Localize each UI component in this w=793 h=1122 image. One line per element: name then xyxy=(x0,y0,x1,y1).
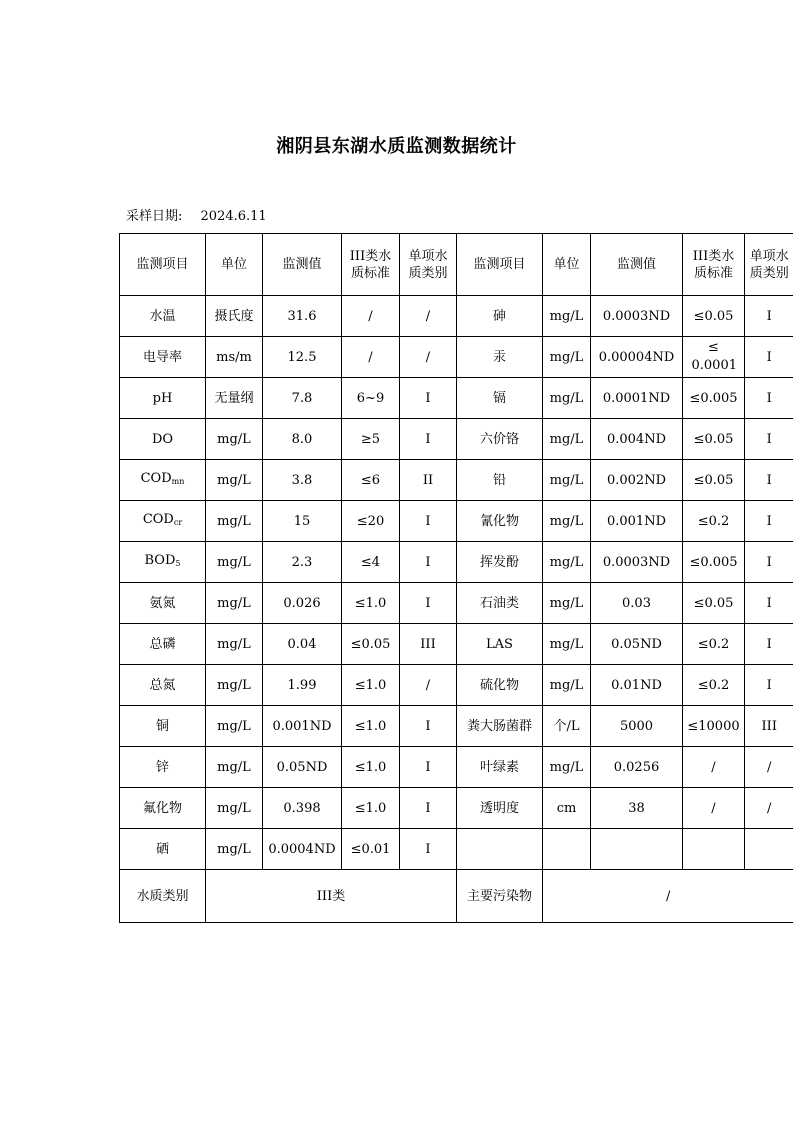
left-unit-cell: mg/L xyxy=(206,583,263,624)
left-value-cell: 0.001ND xyxy=(263,706,342,747)
header-cell: 监测项目 xyxy=(120,234,206,296)
sampling-date-line xyxy=(126,205,267,224)
sampling-date-value: 2024.6.11 xyxy=(200,209,267,224)
right-unit-cell: mg/L xyxy=(543,337,591,378)
right-unit-cell: cm xyxy=(543,788,591,829)
pollutant-label-cell: 主要污染物 xyxy=(457,870,543,923)
right-standard-cell: ≤0.05 xyxy=(683,419,745,460)
right-item-cell: 六价铬 xyxy=(457,419,543,460)
left-grade-cell: I xyxy=(400,788,457,829)
table-row xyxy=(120,788,793,829)
right-item-cell: 氰化物 xyxy=(457,501,543,542)
left-grade-cell: I xyxy=(400,583,457,624)
right-standard-cell: / xyxy=(683,788,745,829)
right-item-cell: 硫化物 xyxy=(457,665,543,706)
right-standard-cell: ≤0.2 xyxy=(683,665,745,706)
left-unit-cell: 无量纲 xyxy=(206,378,263,419)
table-header-row xyxy=(120,234,793,296)
right-standard-cell: ≤0.05 xyxy=(683,583,745,624)
left-grade-cell: I xyxy=(400,747,457,788)
right-item-cell: 挥发酚 xyxy=(457,542,543,583)
right-item-cell: LAS xyxy=(457,624,543,665)
right-unit-cell: mg/L xyxy=(543,501,591,542)
right-value-cell: 0.001ND xyxy=(591,501,683,542)
right-unit-cell: mg/L xyxy=(543,747,591,788)
right-value-cell: 38 xyxy=(591,788,683,829)
left-item-name: BOD xyxy=(144,553,176,568)
left-standard-cell: ≤1.0 xyxy=(342,706,400,747)
left-item-name: COD xyxy=(142,512,174,527)
left-unit-cell: mg/L xyxy=(206,624,263,665)
left-standard-cell: ≤1.0 xyxy=(342,583,400,624)
header-cell-text: III类水质标准 xyxy=(349,248,392,281)
left-item-cell: 电导率 xyxy=(120,337,206,378)
header-cell-text: 单项水质类别 xyxy=(749,248,789,281)
left-value-cell: 0.04 xyxy=(263,624,342,665)
left-unit-cell: mg/L xyxy=(206,501,263,542)
table-row xyxy=(120,337,793,378)
right-grade-cell: I xyxy=(745,665,793,706)
header-cell xyxy=(745,234,793,296)
right-value-cell: 0.05ND xyxy=(591,624,683,665)
table-row xyxy=(120,419,793,460)
left-value-cell: 0.0004ND xyxy=(263,829,342,870)
right-unit-cell: mg/L xyxy=(543,665,591,706)
left-grade-cell: I xyxy=(400,419,457,460)
right-item-cell: 汞 xyxy=(457,337,543,378)
left-item-cell xyxy=(120,542,206,583)
right-value-cell: 0.0256 xyxy=(591,747,683,788)
right-item-cell xyxy=(457,829,543,870)
right-unit-cell: mg/L xyxy=(543,378,591,419)
left-item-cell: 氨氮 xyxy=(120,583,206,624)
table-row xyxy=(120,501,793,542)
header-cell: 单位 xyxy=(543,234,591,296)
right-standard-cell: ≤0.005 xyxy=(683,378,745,419)
header-cell: 监测值 xyxy=(263,234,342,296)
page-title: 湘阴县东湖水质监测数据统计 xyxy=(276,136,517,157)
header-cell: 监测项目 xyxy=(457,234,543,296)
right-item-cell: 叶绿素 xyxy=(457,747,543,788)
table-row xyxy=(120,378,793,419)
left-standard-cell: / xyxy=(342,337,400,378)
right-value-cell: 5000 xyxy=(591,706,683,747)
left-item-subscript: cr xyxy=(173,518,183,527)
table-row xyxy=(120,460,793,501)
right-unit-cell: 个/L xyxy=(543,706,591,747)
right-unit-cell: mg/L xyxy=(543,624,591,665)
right-standard-text: ≤ 0.0001 xyxy=(691,340,737,373)
left-standard-cell: ≤1.0 xyxy=(342,788,400,829)
right-item-cell: 砷 xyxy=(457,296,543,337)
header-cell xyxy=(400,234,457,296)
header-cell-text: III类水质标准 xyxy=(692,248,735,281)
left-unit-cell: 摄氏度 xyxy=(206,296,263,337)
header-cell: 单位 xyxy=(206,234,263,296)
right-grade-cell: I xyxy=(745,460,793,501)
left-unit-cell: mg/L xyxy=(206,747,263,788)
left-item-cell: 锌 xyxy=(120,747,206,788)
left-grade-cell: / xyxy=(400,665,457,706)
left-value-cell: 15 xyxy=(263,501,342,542)
table-row xyxy=(120,665,793,706)
right-unit-cell: mg/L xyxy=(543,583,591,624)
left-grade-cell: / xyxy=(400,296,457,337)
right-value-cell: 0.0003ND xyxy=(591,296,683,337)
right-grade-cell: I xyxy=(745,501,793,542)
right-grade-cell: I xyxy=(745,296,793,337)
right-value-cell: 0.002ND xyxy=(591,460,683,501)
left-value-cell: 0.398 xyxy=(263,788,342,829)
right-standard-cell: ≤0.2 xyxy=(683,501,745,542)
left-item-cell xyxy=(120,460,206,501)
right-standard-cell xyxy=(683,829,745,870)
left-grade-cell: II xyxy=(400,460,457,501)
right-unit-cell: mg/L xyxy=(543,542,591,583)
left-item-cell: 总氮 xyxy=(120,665,206,706)
left-standard-cell: ≤4 xyxy=(342,542,400,583)
left-value-cell: 12.5 xyxy=(263,337,342,378)
quality-label-cell: 水质类别 xyxy=(120,870,206,923)
right-unit-cell: mg/L xyxy=(543,419,591,460)
left-standard-cell: ≤1.0 xyxy=(342,665,400,706)
header-cell-text: 单项水质类别 xyxy=(408,248,448,281)
left-standard-cell: ≤0.05 xyxy=(342,624,400,665)
right-value-cell: 0.0001ND xyxy=(591,378,683,419)
left-item-subscript: 5 xyxy=(175,559,181,568)
right-unit-cell: mg/L xyxy=(543,296,591,337)
left-value-cell: 0.026 xyxy=(263,583,342,624)
table-row xyxy=(120,829,793,870)
right-standard-cell: ≤0.05 xyxy=(683,296,745,337)
right-standard-cell: / xyxy=(683,747,745,788)
sampling-date-label: 采样日期: xyxy=(126,209,183,224)
left-item-cell xyxy=(120,501,206,542)
right-item-cell: 透明度 xyxy=(457,788,543,829)
table-row xyxy=(120,583,793,624)
right-unit-cell xyxy=(543,829,591,870)
right-grade-cell: I xyxy=(745,378,793,419)
quality-value-cell: III类 xyxy=(206,870,457,923)
right-standard-cell: ≤10000 xyxy=(683,706,745,747)
left-item-cell: 水温 xyxy=(120,296,206,337)
left-grade-cell: I xyxy=(400,706,457,747)
table-row xyxy=(120,747,793,788)
left-grade-cell: I xyxy=(400,829,457,870)
left-item-cell: 铜 xyxy=(120,706,206,747)
left-standard-cell: ≤6 xyxy=(342,460,400,501)
left-value-cell: 2.3 xyxy=(263,542,342,583)
right-grade-cell: I xyxy=(745,583,793,624)
right-grade-cell: I xyxy=(745,624,793,665)
left-unit-cell: ms/m xyxy=(206,337,263,378)
left-value-cell: 3.8 xyxy=(263,460,342,501)
right-grade-cell: / xyxy=(745,747,793,788)
header-cell: 监测值 xyxy=(591,234,683,296)
table-row xyxy=(120,624,793,665)
right-value-cell: 0.01ND xyxy=(591,665,683,706)
left-item-cell: 总磷 xyxy=(120,624,206,665)
left-unit-cell: mg/L xyxy=(206,542,263,583)
right-grade-cell: I xyxy=(745,542,793,583)
left-item-cell: DO xyxy=(120,419,206,460)
left-unit-cell: mg/L xyxy=(206,706,263,747)
right-grade-cell: I xyxy=(745,337,793,378)
left-item-cell: pH xyxy=(120,378,206,419)
left-value-cell: 7.8 xyxy=(263,378,342,419)
pollutant-value-cell: / xyxy=(543,870,793,923)
left-unit-cell: mg/L xyxy=(206,460,263,501)
left-standard-cell: 6~9 xyxy=(342,378,400,419)
right-grade-cell: I xyxy=(745,419,793,460)
left-grade-cell: I xyxy=(400,542,457,583)
right-item-cell: 镉 xyxy=(457,378,543,419)
left-unit-cell: mg/L xyxy=(206,419,263,460)
right-value-cell xyxy=(591,829,683,870)
right-grade-cell xyxy=(745,829,793,870)
right-unit-cell: mg/L xyxy=(543,460,591,501)
left-item-name: COD xyxy=(140,471,172,486)
left-grade-cell: / xyxy=(400,337,457,378)
right-value-cell: 0.00004ND xyxy=(591,337,683,378)
header-cell xyxy=(683,234,745,296)
right-standard-cell: ≤0.005 xyxy=(683,542,745,583)
right-standard-cell xyxy=(683,337,745,378)
left-unit-cell: mg/L xyxy=(206,788,263,829)
left-value-cell: 1.99 xyxy=(263,665,342,706)
right-grade-cell: III xyxy=(745,706,793,747)
right-value-cell: 0.004ND xyxy=(591,419,683,460)
right-item-cell: 铅 xyxy=(457,460,543,501)
right-item-cell: 粪大肠菌群 xyxy=(457,706,543,747)
left-value-cell: 0.05ND xyxy=(263,747,342,788)
right-standard-cell: ≤0.2 xyxy=(683,624,745,665)
water-quality-table xyxy=(119,233,793,923)
right-standard-cell: ≤0.05 xyxy=(683,460,745,501)
right-value-cell: 0.03 xyxy=(591,583,683,624)
left-grade-cell: I xyxy=(400,501,457,542)
header-cell xyxy=(342,234,400,296)
left-value-cell: 31.6 xyxy=(263,296,342,337)
right-grade-cell: / xyxy=(745,788,793,829)
left-standard-cell: ≤20 xyxy=(342,501,400,542)
left-grade-cell: I xyxy=(400,378,457,419)
left-standard-cell: ≤0.01 xyxy=(342,829,400,870)
table-row xyxy=(120,542,793,583)
table-row xyxy=(120,296,793,337)
right-item-cell: 石油类 xyxy=(457,583,543,624)
left-standard-cell: ≥5 xyxy=(342,419,400,460)
left-item-cell: 氟化物 xyxy=(120,788,206,829)
left-standard-cell: ≤1.0 xyxy=(342,747,400,788)
left-unit-cell: mg/L xyxy=(206,829,263,870)
table-row xyxy=(120,706,793,747)
left-value-cell: 8.0 xyxy=(263,419,342,460)
summary-row xyxy=(120,870,793,923)
left-unit-cell: mg/L xyxy=(206,665,263,706)
right-value-cell: 0.0003ND xyxy=(591,542,683,583)
left-grade-cell: III xyxy=(400,624,457,665)
left-item-cell: 硒 xyxy=(120,829,206,870)
left-standard-cell: / xyxy=(342,296,400,337)
left-item-subscript: mn xyxy=(171,477,185,486)
